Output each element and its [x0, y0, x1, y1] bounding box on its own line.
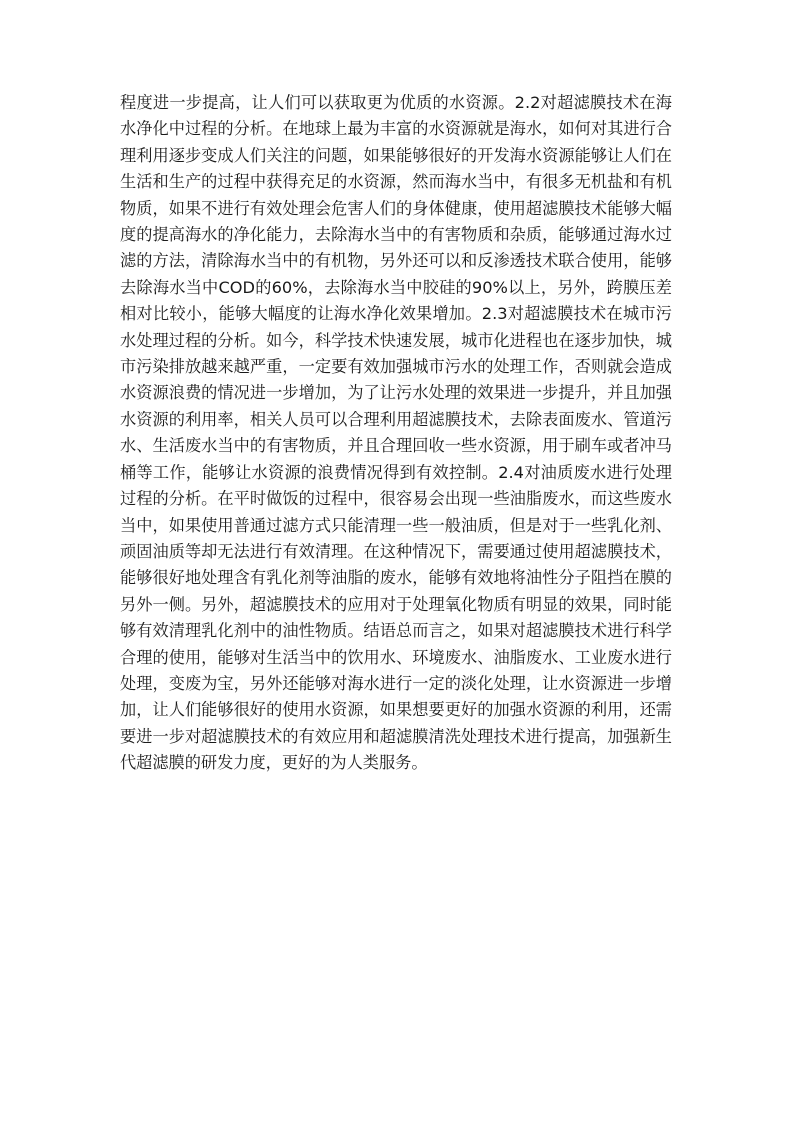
body-paragraph: 程度进一步提高，让人们可以获取更为优质的水资源。2.2对超滤膜技术在海水净化中过程的分析。在地球上最为丰富的水资源就是海水，如何对其进行合理利用逐步变成人们关注的问题，如果能够很好的开发海水资源能够让人们在生活和生产的过程中获得充足的水资源，然而海水当中，有很多无机盐和有机物质，如果不进行有效处理会危害人们的身体健康，使用超滤膜技术能够大幅度的提高海水的净化能力，去除海水当中的有害物质和杂质，能够通过海水过滤的方法，清除海水当中的有机物，另外还可以和反渗透技术联合使用，能够去除海水当中COD的60%，去除海水当中胶硅的90%以上，另外，跨膜压差相对比较小，能够大幅度的让海水净化效果增加。2.3对超滤膜技术在城市污水处理过程的分析。如今，科学技术快速发展，城市化进程也在逐步加快，城市污染排放越来越严重，一定要有效加强城市污水的处理工作，否则就会造成水资源浪费的情况进一步增加，为了让污水处理的效果进一步提升，并且加强水资源的利用率，相关人员可以合理利用超滤膜技术，去除表面废水、管道污水、生活废水当中的有害物质，并且合理回收一些水资源，用于刷车或者冲马桶等工作，能够让水资源的浪费情况得到有效控制。2.4对油质废水进行处理过程的分析。在平时做饭的过程中，很容易会出现一些油脂废水，而这些废水当中，如果使用普通过滤方式只能清理一些一般油质，但是对于一些乳化剂、顽固油质等却无法进行有效清理。在这种情况下，需要通过使用超滤膜技术，能够很好地处理含有乳化剂等油脂的废水，能够有效地将油性分子阻挡在膜的另外一侧。另外，超滤膜技术的应用对于处理氧化物质有明显的效果，同时能够有效清理乳化剂中的油性物质。结语总而言之，如果对超滤膜技术进行科学合理的使用，能够对生活当中的饮用水、环境废水、油脂废水、工业废水进行处理，变废为宝，另外还能够对海水进行一定的淡化处理，让水资源进一步增加，让人们能够很好的使用水资源，如果想要更好的加强水资源的利用，还需要进一步对超滤膜技术的有效应用和超滤膜清洗处理技术进行提高，加强新生代超滤膜的研发力度，更好的为人类服务。: [120, 93, 672, 773]
